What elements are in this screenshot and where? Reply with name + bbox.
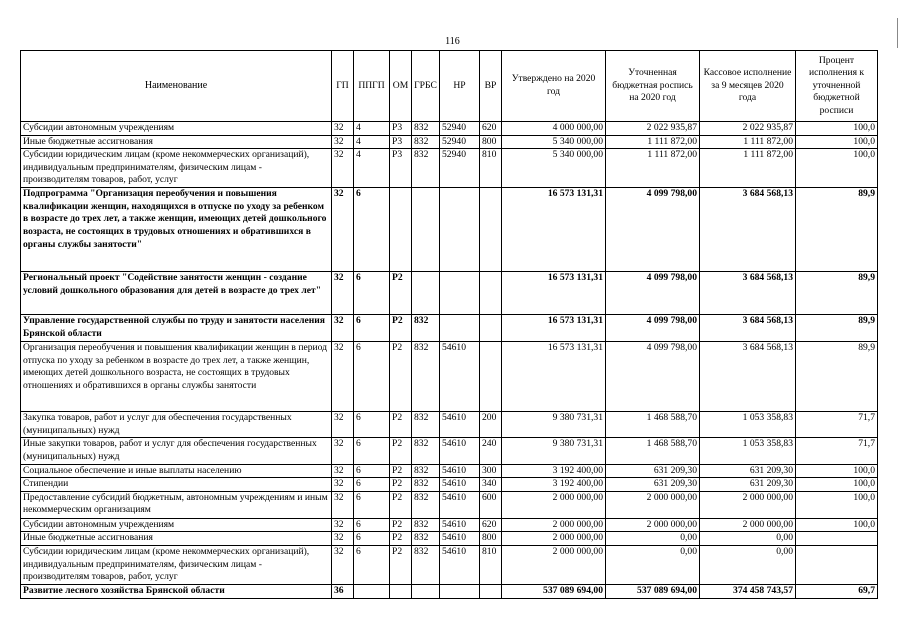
cell-refined: 1 468 588,70: [606, 438, 700, 464]
cell-ppgp: 4: [354, 149, 390, 188]
cell-cash: 1 111 872,00: [700, 135, 796, 149]
cell-grbs: 832: [412, 412, 440, 438]
cell-approved: 16 573 131,31: [502, 272, 606, 315]
cell-percent: 100,0: [796, 518, 878, 532]
cell-name: Закупка товаров, работ и услуг для обеспечения государственных (муниципальных) нужд: [21, 412, 332, 438]
cell-om: Р2: [390, 545, 412, 584]
cell-refined: 537 089 694,00: [606, 584, 700, 598]
cell-om: Р2: [390, 532, 412, 546]
cell-approved: 2 000 000,00: [502, 545, 606, 584]
cell-cash: 2 000 000,00: [700, 491, 796, 518]
cell-refined: 0,00: [606, 545, 700, 584]
header-refined: Уточненная бюджетная роспись на 2020 год: [606, 51, 700, 122]
cell-approved: 9 380 731,31: [502, 438, 606, 464]
cell-approved: 4 000 000,00: [502, 122, 606, 136]
cell-name: Предоставление субсидий бюджетным, автономным учреждениям и иным некоммерческим организациям: [21, 491, 332, 518]
cell-cash: 631 209,30: [700, 464, 796, 478]
cell-om: Р2: [390, 478, 412, 492]
cell-om: Р2: [390, 342, 412, 412]
cell-grbs: [412, 272, 440, 315]
header-name: Наименование: [21, 51, 332, 122]
cell-gp: 32: [332, 438, 354, 464]
cell-grbs: [412, 188, 440, 272]
table-row: [21, 478, 878, 492]
cell-nr: 54610: [440, 491, 480, 518]
cell-approved: 5 340 000,00: [502, 149, 606, 188]
cell-grbs: 832: [412, 438, 440, 464]
cell-refined: 4 099 798,00: [606, 272, 700, 315]
cell-grbs: [412, 584, 440, 598]
table-row: [21, 342, 878, 412]
cell-percent: 69,7: [796, 584, 878, 598]
cell-approved: 537 089 694,00: [502, 584, 606, 598]
cell-om: Р3: [390, 122, 412, 136]
cell-nr: 52940: [440, 135, 480, 149]
cell-percent: 100,0: [796, 122, 878, 136]
cell-ppgp: 6: [354, 188, 390, 272]
cell-grbs: 832: [412, 478, 440, 492]
table-row: [21, 315, 878, 342]
cell-vr: 800: [480, 532, 502, 546]
cell-percent: 100,0: [796, 491, 878, 518]
cell-vr: [480, 188, 502, 272]
cell-refined: 631 209,30: [606, 464, 700, 478]
cell-name: Иные закупки товаров, работ и услуг для обеспечения государственных (муниципальных) нужд: [21, 438, 332, 464]
cell-percent: 89,9: [796, 315, 878, 342]
cell-approved: 3 192 400,00: [502, 478, 606, 492]
cell-name: Организация переобучения и повышения квалификации женщин в период отпуска по уходу за ребенком в возрасте до трех лет, а также женщин, имеющих детей дошкольного возраста, не состоящих в трудовых отношениях и обратившихся в органы службы занятости: [21, 342, 332, 412]
cell-vr: 620: [480, 122, 502, 136]
cell-ppgp: 6: [354, 545, 390, 584]
cell-gp: 32: [332, 518, 354, 532]
cell-nr: 54610: [440, 464, 480, 478]
cell-gp: 32: [332, 315, 354, 342]
cell-om: Р2: [390, 518, 412, 532]
cell-grbs: 832: [412, 545, 440, 584]
table-row: [21, 491, 878, 518]
cell-vr: 800: [480, 135, 502, 149]
cell-ppgp: 6: [354, 518, 390, 532]
cell-gp: 36: [332, 584, 354, 598]
table-header-row: [21, 51, 878, 122]
cell-nr: [440, 272, 480, 315]
cell-name: Стипендии: [21, 478, 332, 492]
cell-cash: 3 684 568,13: [700, 272, 796, 315]
cell-vr: 300: [480, 464, 502, 478]
cell-name: Управление государственной службы по труду и занятости населения Брянской области: [21, 315, 332, 342]
cell-refined: 2 000 000,00: [606, 518, 700, 532]
cell-grbs: 832: [412, 135, 440, 149]
cell-name: Субсидии автономным учреждениям: [21, 518, 332, 532]
cell-approved: 2 000 000,00: [502, 518, 606, 532]
cell-gp: 32: [332, 532, 354, 546]
cell-name: Иные бюджетные ассигнования: [21, 532, 332, 546]
cell-refined: 1 111 872,00: [606, 135, 700, 149]
cell-nr: 54610: [440, 478, 480, 492]
cell-percent: 100,0: [796, 149, 878, 188]
budget-table: [20, 50, 878, 599]
cell-vr: 810: [480, 149, 502, 188]
cell-om: Р2: [390, 438, 412, 464]
cell-vr: 600: [480, 491, 502, 518]
cell-cash: 0,00: [700, 545, 796, 584]
cell-nr: 54610: [440, 438, 480, 464]
cell-gp: 32: [332, 342, 354, 412]
cell-gp: 32: [332, 464, 354, 478]
page-edge-line: [897, 18, 898, 48]
cell-grbs: 832: [412, 149, 440, 188]
cell-cash: 1 111 872,00: [700, 149, 796, 188]
cell-ppgp: 6: [354, 342, 390, 412]
table-row: [21, 272, 878, 315]
cell-percent: 71,7: [796, 412, 878, 438]
cell-om: Р3: [390, 135, 412, 149]
cell-percent: 100,0: [796, 478, 878, 492]
table-row: [21, 532, 878, 546]
cell-ppgp: 6: [354, 464, 390, 478]
cell-nr: 54610: [440, 518, 480, 532]
cell-refined: 1 111 872,00: [606, 149, 700, 188]
cell-vr: [480, 584, 502, 598]
cell-om: [390, 188, 412, 272]
table-row: [21, 438, 878, 464]
cell-nr: 54610: [440, 342, 480, 412]
cell-ppgp: 6: [354, 272, 390, 315]
cell-name: Развитие лесного хозяйства Брянской области: [21, 584, 332, 598]
cell-grbs: 832: [412, 342, 440, 412]
cell-grbs: 832: [412, 315, 440, 342]
header-grbs: ГРБС: [412, 51, 440, 122]
header-nr: НР: [440, 51, 480, 122]
page-number: 116: [445, 36, 460, 47]
cell-grbs: 832: [412, 122, 440, 136]
cell-gp: 32: [332, 545, 354, 584]
cell-percent: 100,0: [796, 135, 878, 149]
cell-vr: 340: [480, 478, 502, 492]
cell-cash: 374 458 743,57: [700, 584, 796, 598]
cell-approved: 16 573 131,31: [502, 188, 606, 272]
cell-vr: [480, 272, 502, 315]
header-gp: ГП: [332, 51, 354, 122]
cell-vr: 620: [480, 518, 502, 532]
cell-refined: 1 468 588,70: [606, 412, 700, 438]
cell-name: Подпрограмма "Организация переобучения и повышения квалификации женщин, находящихся в отпуске по уходу за ребенком в возрасте до трех лет, а также женщин, имеющих детей дошкольного возраста, не состоящих в трудовых отношениях и обратившихся в органы службы занятости": [21, 188, 332, 272]
header-cash: Кассовое исполнение за 9 месяцев 2020 года: [700, 51, 796, 122]
header-approved: Утверждено на 2020 год: [502, 51, 606, 122]
table-row: [21, 584, 878, 598]
cell-approved: 5 340 000,00: [502, 135, 606, 149]
cell-ppgp: 4: [354, 135, 390, 149]
cell-grbs: 832: [412, 491, 440, 518]
cell-gp: 32: [332, 135, 354, 149]
table-row: [21, 545, 878, 584]
cell-ppgp: 4: [354, 122, 390, 136]
table-row: [21, 464, 878, 478]
cell-percent: [796, 545, 878, 584]
cell-approved: 9 380 731,31: [502, 412, 606, 438]
cell-grbs: 832: [412, 532, 440, 546]
cell-approved: 3 192 400,00: [502, 464, 606, 478]
cell-om: Р2: [390, 272, 412, 315]
cell-name: Субсидии автономным учреждениям: [21, 122, 332, 136]
cell-name: Субсидии юридическим лицам (кроме некоммерческих организаций), индивидуальным предпринимателям, физическим лицам - производителям товаров, работ, услуг: [21, 149, 332, 188]
cell-cash: 2 000 000,00: [700, 518, 796, 532]
table-body: [21, 122, 878, 599]
cell-name: Региональный проект "Содействие занятости женщин - создание условий дошкольного образования для детей в возрасте до трех лет": [21, 272, 332, 315]
cell-cash: 2 022 935,87: [700, 122, 796, 136]
cell-ppgp: [354, 584, 390, 598]
cell-ppgp: 6: [354, 315, 390, 342]
cell-approved: 16 573 131,31: [502, 315, 606, 342]
cell-refined: 0,00: [606, 532, 700, 546]
cell-gp: 32: [332, 272, 354, 315]
cell-refined: 2 000 000,00: [606, 491, 700, 518]
cell-refined: 631 209,30: [606, 478, 700, 492]
cell-cash: 3 684 568,13: [700, 188, 796, 272]
cell-ppgp: 6: [354, 491, 390, 518]
table-row: [21, 135, 878, 149]
cell-om: Р2: [390, 315, 412, 342]
cell-percent: 71,7: [796, 438, 878, 464]
cell-nr: 54610: [440, 545, 480, 584]
cell-om: Р2: [390, 464, 412, 478]
cell-nr: 54610: [440, 532, 480, 546]
cell-nr: 52940: [440, 122, 480, 136]
cell-name: Иные бюджетные ассигнования: [21, 135, 332, 149]
table-row: [21, 518, 878, 532]
cell-ppgp: 6: [354, 478, 390, 492]
cell-cash: 3 684 568,13: [700, 315, 796, 342]
cell-nr: [440, 584, 480, 598]
cell-cash: 0,00: [700, 532, 796, 546]
cell-approved: 2 000 000,00: [502, 532, 606, 546]
cell-vr: 200: [480, 412, 502, 438]
cell-gp: 32: [332, 188, 354, 272]
cell-approved: 2 000 000,00: [502, 491, 606, 518]
cell-grbs: 832: [412, 518, 440, 532]
table-row: [21, 188, 878, 272]
cell-cash: 3 684 568,13: [700, 342, 796, 412]
cell-percent: 100,0: [796, 464, 878, 478]
cell-nr: [440, 315, 480, 342]
cell-cash: 1 053 358,83: [700, 412, 796, 438]
cell-gp: 32: [332, 122, 354, 136]
header-om: ОМ: [390, 51, 412, 122]
cell-refined: 2 022 935,87: [606, 122, 700, 136]
header-percent: Процент исполнения к уточненной бюджетной росписи: [796, 51, 878, 122]
cell-name: Субсидии юридическим лицам (кроме некоммерческих организаций), индивидуальным предпринимателям, физическим лицам - производителям товаров, работ, услуг: [21, 545, 332, 584]
cell-refined: 4 099 798,00: [606, 342, 700, 412]
cell-gp: 32: [332, 412, 354, 438]
cell-om: [390, 584, 412, 598]
cell-gp: 32: [332, 149, 354, 188]
cell-approved: 16 573 131,31: [502, 342, 606, 412]
table-row: [21, 149, 878, 188]
cell-om: Р3: [390, 149, 412, 188]
cell-om: Р2: [390, 491, 412, 518]
cell-ppgp: 6: [354, 412, 390, 438]
cell-vr: [480, 342, 502, 412]
table-row: [21, 122, 878, 136]
cell-nr: 54610: [440, 412, 480, 438]
cell-nr: [440, 188, 480, 272]
cell-percent: 89,9: [796, 272, 878, 315]
cell-nr: 52940: [440, 149, 480, 188]
cell-grbs: 832: [412, 464, 440, 478]
cell-vr: 810: [480, 545, 502, 584]
header-ppgp: ППГП: [354, 51, 390, 122]
cell-ppgp: 6: [354, 532, 390, 546]
table-row: [21, 412, 878, 438]
cell-percent: [796, 532, 878, 546]
cell-vr: [480, 315, 502, 342]
cell-percent: 89,9: [796, 342, 878, 412]
cell-name: Социальное обеспечение и иные выплаты населению: [21, 464, 332, 478]
cell-om: Р2: [390, 412, 412, 438]
cell-cash: 1 053 358,83: [700, 438, 796, 464]
cell-gp: 32: [332, 491, 354, 518]
cell-cash: 631 209,30: [700, 478, 796, 492]
cell-gp: 32: [332, 478, 354, 492]
cell-refined: 4 099 798,00: [606, 188, 700, 272]
cell-percent: 89,9: [796, 188, 878, 272]
header-vr: ВР: [480, 51, 502, 122]
cell-refined: 4 099 798,00: [606, 315, 700, 342]
cell-ppgp: 6: [354, 438, 390, 464]
cell-vr: 240: [480, 438, 502, 464]
